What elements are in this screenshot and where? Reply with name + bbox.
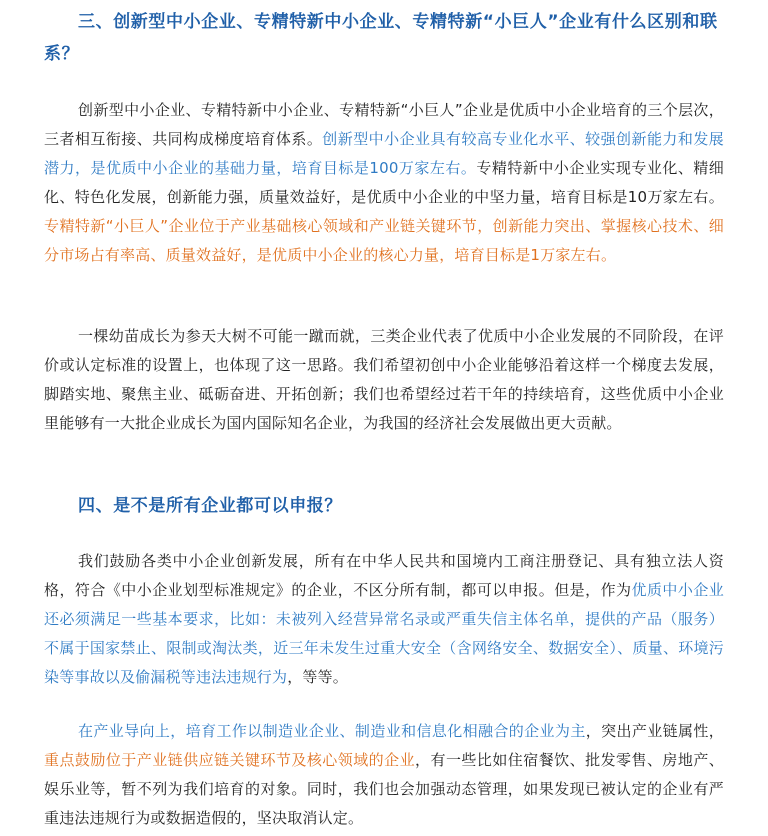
eligibility-intro: 我们鼓励各类中小企业创新发展，所有在中华人民共和国境内工商注册登记、具有独立法人资格，符合《中小企业划型标准规定》的企业，不区分所有制，都可以申报。但是，作为 xyxy=(44,552,724,599)
paragraph-intro: 创新型中小企业、专精特新中小企业、专精特新“小巨人”企业是优质中小企业培育的三个层次，三者相互衔接、共同构成梯度培育体系。 xyxy=(44,101,724,148)
industry-orientation: 在产业导向上，培育工作以制造业企业、制造业和信息化相融合的企业为主 xyxy=(78,722,586,740)
section-3-heading: 三、创新型中小企业、专精特新中小企业、专精特新“小巨人”企业有什么区别和联系？ xyxy=(44,12,718,64)
key-encouragement: 重点鼓励位于产业链供应链关键环节及核心领域的企业 xyxy=(44,751,416,769)
section-4-paragraph-1 xyxy=(44,547,724,692)
innovative-sme-description: 创新型中小企业具有较高专业化水平、较强创新能力和发展潜力，是优质中小企业的基础力量，培育目标是100万家左右。 xyxy=(44,130,725,177)
specialized-sme-description: 专精特新中小企业实现专业化、精细化、特色化发展，创新能力强，质量效益好，是优质中小企业的中坚力量，培育目标是10万家左右。 xyxy=(44,159,725,206)
basic-requirements: 优质中小企业还必须满足一些基本要求，比如：未被列入经营异常名录或严重失信主体名单，提供的产品（服务）不属于国家禁止、限制或淘汰类，近三年未发生过重大安全（含网络安全、数据安全）、质量、环境污染等事故以及偷漏税等违法违规行为 xyxy=(44,581,725,686)
section-3-paragraph-1 xyxy=(44,96,724,270)
section-4-paragraph-2 xyxy=(44,717,724,833)
chain-attribute: ，突出产业链属性， xyxy=(585,722,724,740)
little-giant-description: 专精特新“小巨人”企业位于产业基础核心领域和产业链关键环节，创新能力突出、掌握核心技术、细分市场占有率高、质量效益好，是优质中小企业的核心力量，培育目标是1万家左右。 xyxy=(44,217,724,264)
section-4-heading: 四、是不是所有企业都可以申报？ xyxy=(78,496,342,516)
exclusions-and-management: ，有一些比如住宿餐饮、批发零售、房地产、娱乐业等，暂不列为我们培育的对象。同时，我们也会加强动态管理，如果发现已被认定的企业有严重违法违规行为或数据造假的，坚决取消认定。 xyxy=(44,751,724,827)
section-3-paragraph-2: 一棵幼苗成长为参天大树不可能一蹴而就，三类企业代表了优质中小企业发展的不同阶段，在评价或认定标准的设置上，也体现了这一思路。我们希望初创中小企业能够沿着这样一个梯度去发展，脚踏实地、聚焦主业、砥砺奋进、开拓创新；我们也希望经过若干年的持续培育，这些优质中小企业里能够有一大批企业成长为国内国际知名企业，为我国的经济社会发展做出更大贡献。 xyxy=(44,327,724,432)
eligibility-tail: ，等等。 xyxy=(287,668,349,686)
